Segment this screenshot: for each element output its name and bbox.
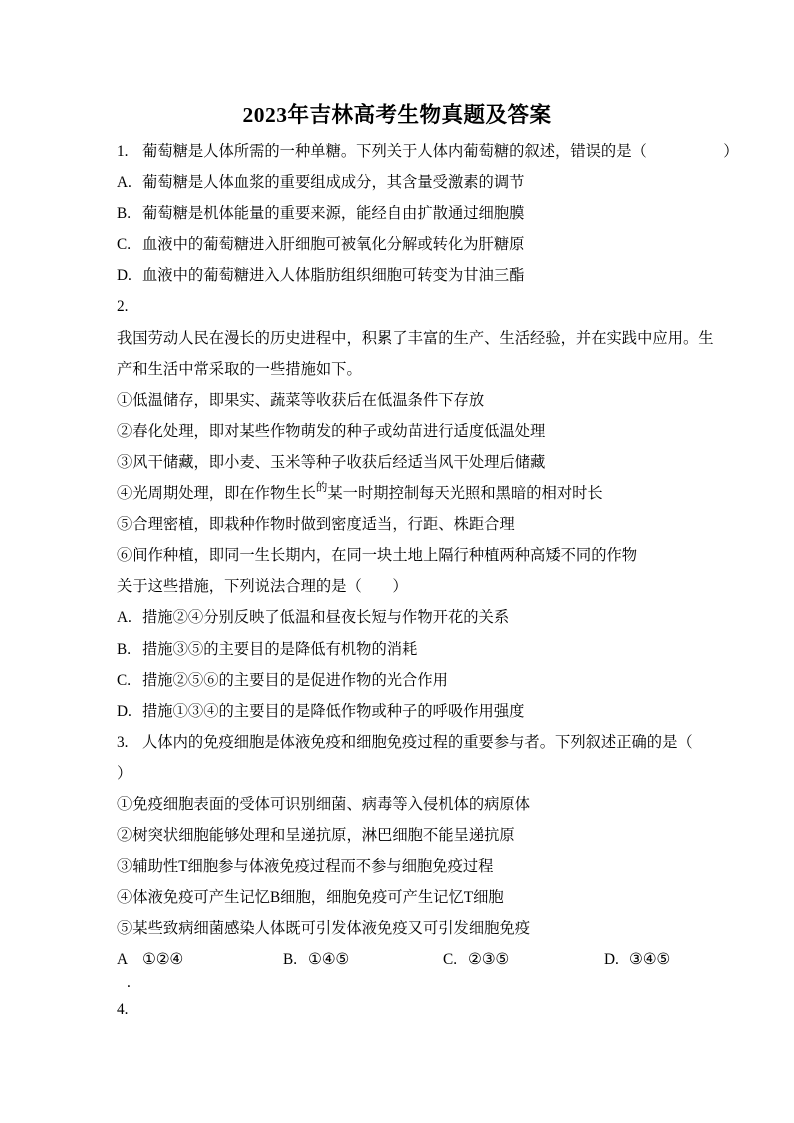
q3-stem-line-1: [117, 727, 707, 758]
q1-number: 1.: [117, 143, 129, 160]
q2-measure-4-post: 某一时期控制每天光照和黑暗的相对时长: [327, 485, 603, 503]
q2-measure-6: ⑥间作种植，即同一生长期内，在同一块土地上隔行种植两种高矮不同的作物: [117, 547, 638, 565]
q2-measure-2: ②春化处理，即对某些作物萌发的种子或幼苗进行适度低温处理: [117, 422, 546, 440]
q2-measure-5: ⑤合理密植，即栽种作物时做到密度适当，行距、株距合理: [117, 516, 515, 534]
q3-answer-a-label: A: [117, 951, 129, 969]
q3-statement-4: ④体液免疫可产生记忆B细胞，细胞免疫可产生记忆T细胞: [117, 889, 504, 907]
q1-option-a-text: 葡萄糖是人体血浆的重要组成成分，其含量受激素的调节: [142, 174, 525, 192]
q3-stem-text: 人体内的免疫细胞是体液免疫和细胞免疫过程的重要参与者。下列叙述正确的是（: [142, 733, 693, 751]
q4-number: 4.: [117, 1000, 129, 1018]
q2-option-c: [117, 665, 707, 696]
q1-stem: [117, 136, 739, 167]
q1-option-a: [117, 167, 707, 198]
q3-answer-d: [604, 944, 670, 975]
q1-option-c-label: C.: [117, 236, 132, 254]
q2-measure-3: ③风干储藏，即小麦、玉米等种子收获后经适当风干处理后储藏: [117, 453, 546, 471]
q1-option-a-label: A.: [117, 174, 132, 192]
q3-answer-b-label: B.: [283, 951, 298, 969]
q1-option-b: [117, 198, 707, 229]
q3-answer-d-value: ③④⑤: [629, 951, 671, 969]
q1-option-c-text: 血液中的葡萄糖进入肝细胞可被氧化分解或转化为肝糖原: [142, 236, 525, 254]
q3-statement-5: ⑤某些致病细菌感染人体既可引发体液免疫又可引发细胞免疫: [117, 920, 531, 938]
q1-option-d-text: 血液中的葡萄糖进入人体脂肪组织细胞可转变为甘油三酯: [142, 267, 525, 285]
q2-number: 2.: [117, 298, 129, 316]
q2-option-d: [117, 696, 707, 727]
q1-stem-text: 葡萄糖是人体所需的一种单糖。下列关于人体内葡萄糖的叙述，错误的是（ ）: [142, 143, 739, 160]
q2-intro-line-2: 产和生活中常采取的一些措施如下。: [117, 360, 362, 378]
q2-option-d-label: D.: [117, 702, 132, 720]
q3-answer-b-value: ①④⑤: [308, 951, 350, 969]
q3-answer-a-value: ①②④: [142, 951, 184, 969]
q1-option-d-label: D.: [117, 267, 132, 285]
q3-answer-b: [283, 944, 349, 975]
q3-answer-a: [117, 944, 183, 975]
q2-option-c-label: C.: [117, 671, 132, 689]
q2-measure-4-pre: ④光周期处理，即在作物生长: [117, 485, 316, 503]
q2-option-a: [117, 602, 707, 633]
q2-intro-line-1: 我国劳动人民在漫长的历史进程中，积累了丰富的生产、生活经验，并在实践中应用。生: [117, 329, 714, 347]
q2-measure-4-superscript: 的: [315, 482, 328, 495]
q3-statement-2: ②树突状细胞能够处理和呈递抗原，淋巴细胞不能呈递抗原: [117, 827, 515, 845]
q2-option-b: [117, 634, 707, 665]
q3-number: 3.: [117, 733, 129, 751]
q2-option-b-label: B.: [117, 640, 132, 658]
q2-option-a-label: A.: [117, 609, 132, 627]
q1-option-c: [117, 229, 707, 260]
q3-statement-3: ③辅助性T细胞参与体液免疫过程而不参与细胞免疫过程: [117, 858, 494, 876]
q2-measure-1: ①低温储存，即果实、蔬菜等收获后在低温条件下存放: [117, 391, 485, 409]
document-body: [117, 136, 739, 1025]
page-title: 2023年吉林高考生物真题及答案: [242, 103, 552, 127]
q1-option-b-text: 葡萄糖是机体能量的重要来源，能经自由扩散通过细胞膜: [142, 205, 525, 223]
q3-answer-c-label: C.: [443, 951, 458, 969]
q3-statement-1: ①免疫细胞表面的受体可识别细菌、病毒等入侵机体的病原体: [117, 795, 531, 813]
q2-question: 关于这些措施，下列说法合理的是（ ）: [117, 578, 408, 596]
q2-measure-4: [117, 478, 707, 509]
q2-option-d-text: 措施①③④的主要目的是降低作物或种子的呼吸作用强度: [142, 702, 525, 720]
q1-option-d: [117, 260, 707, 291]
q3-answer-c-value: ②③⑤: [468, 951, 510, 969]
q2-option-c-text: 措施②⑤⑥的主要目的是促进作物的光合作用: [142, 671, 448, 689]
q3-wrapped-period: .: [127, 973, 131, 991]
q1-option-b-label: B.: [117, 205, 132, 223]
q3-stem-line-2: ）: [117, 764, 133, 782]
q2-option-a-text: 措施②④分别反映了低温和昼夜长短与作物开花的关系: [142, 609, 510, 627]
q3-answer-c: [443, 944, 509, 975]
q3-answer-d-label: D.: [604, 951, 619, 969]
q2-option-b-text: 措施③⑤的主要目的是降低有机物的消耗: [142, 640, 418, 658]
q3-answer-row: [117, 944, 707, 975]
